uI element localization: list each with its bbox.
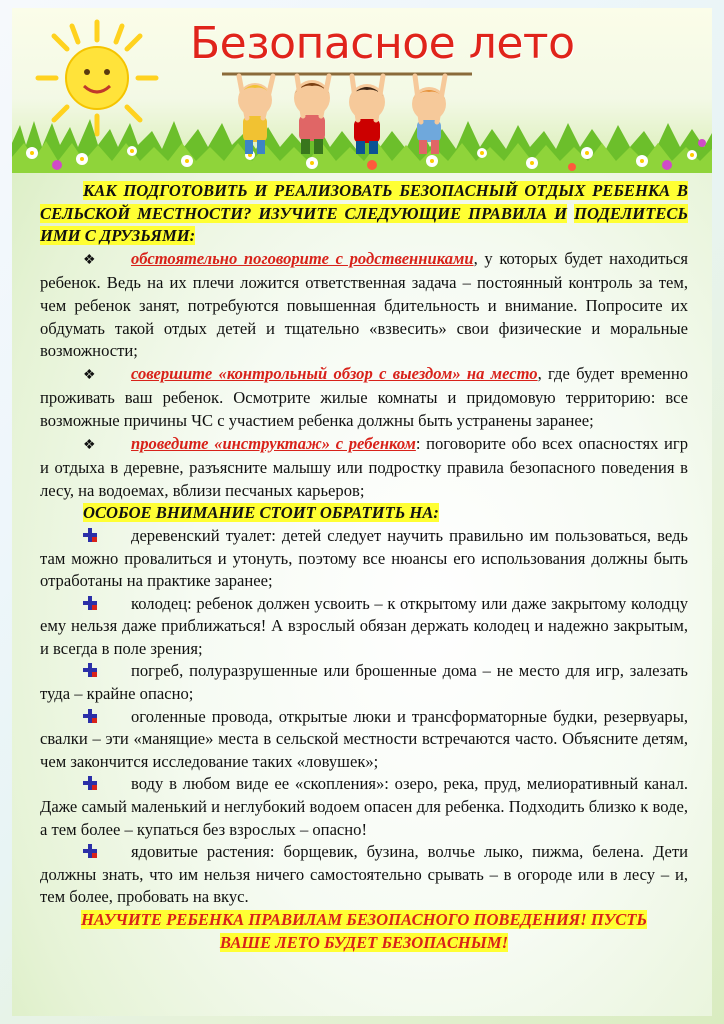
footer-line-1: НАУЧИТЕ РЕБЕНКА ПРАВИЛАМ БЕЗОПАСНОГО ПОВЕДЕНИЯ! ПУСТЬ (80, 910, 648, 929)
banner-title: Безопасное лето (190, 18, 575, 69)
header-banner (12, 8, 712, 173)
plus-bullet-icon (83, 663, 97, 677)
plus-bullet-icon (83, 528, 97, 542)
intro-line-2: СЕЛЬСКОЙ МЕСТНОСТИ? ИЗУЧИТЕ СЛЕДУЮЩИЕ ПРАВИЛА И (40, 203, 568, 223)
attention-item: колодец: ребенок должен усвоить – к открытому или даже закрытому колодцу ему нельзя даже приближаться! А взрослый обязан держать колодец и надежно закрытым, и всегда в поле зрения; (40, 593, 688, 658)
diamond-bullet-icon: ❖ (83, 367, 96, 383)
poster (12, 8, 712, 1016)
attention-item: погреб, полуразрушенные или брошенные дома – не место для игр, залезать туда – крайне опасно; (40, 661, 688, 704)
rule-item (40, 363, 688, 433)
attention-item: оголенные провода, открытые люки и трансформаторные будки, резервуары, свалки – эти «манящие» места в сельской местности встречаются часто. Объясните детям, чем закончится исследование таких «ловушек»; (40, 706, 688, 771)
attention-item: воду в любом виде ее «скопления»: озеро, река, пруд, мелиоративный канал. Даже самый маленький и неглубокий водоем опасен для ребенка. Подходить близко к воде, а тем более – купаться без взрослых – опасно! (40, 774, 688, 839)
kids-illustration (217, 66, 477, 158)
attention-heading: ОСОБОЕ ВНИМАНИЕ СТОИТ ОБРАТИТЬ НА: (83, 503, 439, 523)
plus-bullet-icon (83, 776, 97, 790)
rule-text: , где будет временно проживать ваш ребенок. Осмотрите жилые комнаты и придомовую территорию: все возможные причины ЧС с участием ребенка должны быть устранены заранее; (40, 363, 688, 430)
rule-emphasis: обстоятельно поговорите с родственниками (131, 248, 474, 268)
plus-bullet-icon (83, 709, 97, 723)
diamond-bullet-icon: ❖ (83, 252, 96, 268)
rule-emphasis: совершите «контрольный обзор с выездом» на место (131, 363, 538, 383)
plus-bullet-icon (83, 596, 97, 610)
rule-item (40, 433, 688, 503)
plus-bullet-icon (83, 844, 97, 858)
footer-line-2: ВАШЕ ЛЕТО БУДЕТ БЕЗОПАСНЫМ! (219, 932, 509, 952)
rule-item (40, 248, 688, 363)
footer-callout (40, 909, 688, 954)
content (40, 180, 688, 954)
attention-item: деревенский туалет: детей следует научить правильно им пользоваться, ведь там можно провалиться и утонуть, поэтому все нюансы его использования должны быть отработаны на практике заранее; (40, 525, 688, 591)
rule-text: : поговорите обо всех опасностях игр и отдыха в деревне, разъясните малышу или подростку правила безопасного поведения в лесу, на водоемах, вблизи песчаных карьеров; (40, 433, 688, 500)
attention-item: ядовитые растения: борщевик, бузина, волчье лыко, пижма, белена. Дети должны знать, что им нельзя ничего самостоятельно срывать – в огороде или в лесу – и, тем более, пробовать на вкус. (40, 842, 688, 907)
intro-line-3: ПОДЕЛИТЕСЬ ИМИ С ДРУЗЬЯМИ: (40, 203, 688, 246)
rule-emphasis: проведите «инструктаж» с ребенком (131, 433, 416, 453)
intro-heading (40, 180, 688, 248)
rule-text: , у которых будет находиться ребенок. Ведь на их плечи ложится ответственная задача – постоянный контроль за тем, чем ребенок занят, потребуются повышенная бдительность и внимание. Попросите их обдумать такой отдых детей и тщательно «взвесить» свои физические и моральные возможности; (40, 248, 688, 361)
intro-line-1: КАК ПОДГОТОВИТЬ И РЕАЛИЗОВАТЬ БЕЗОПАСНЫЙ ОТДЫХ РЕБЕНКА В (83, 181, 688, 200)
diamond-bullet-icon: ❖ (83, 437, 96, 453)
